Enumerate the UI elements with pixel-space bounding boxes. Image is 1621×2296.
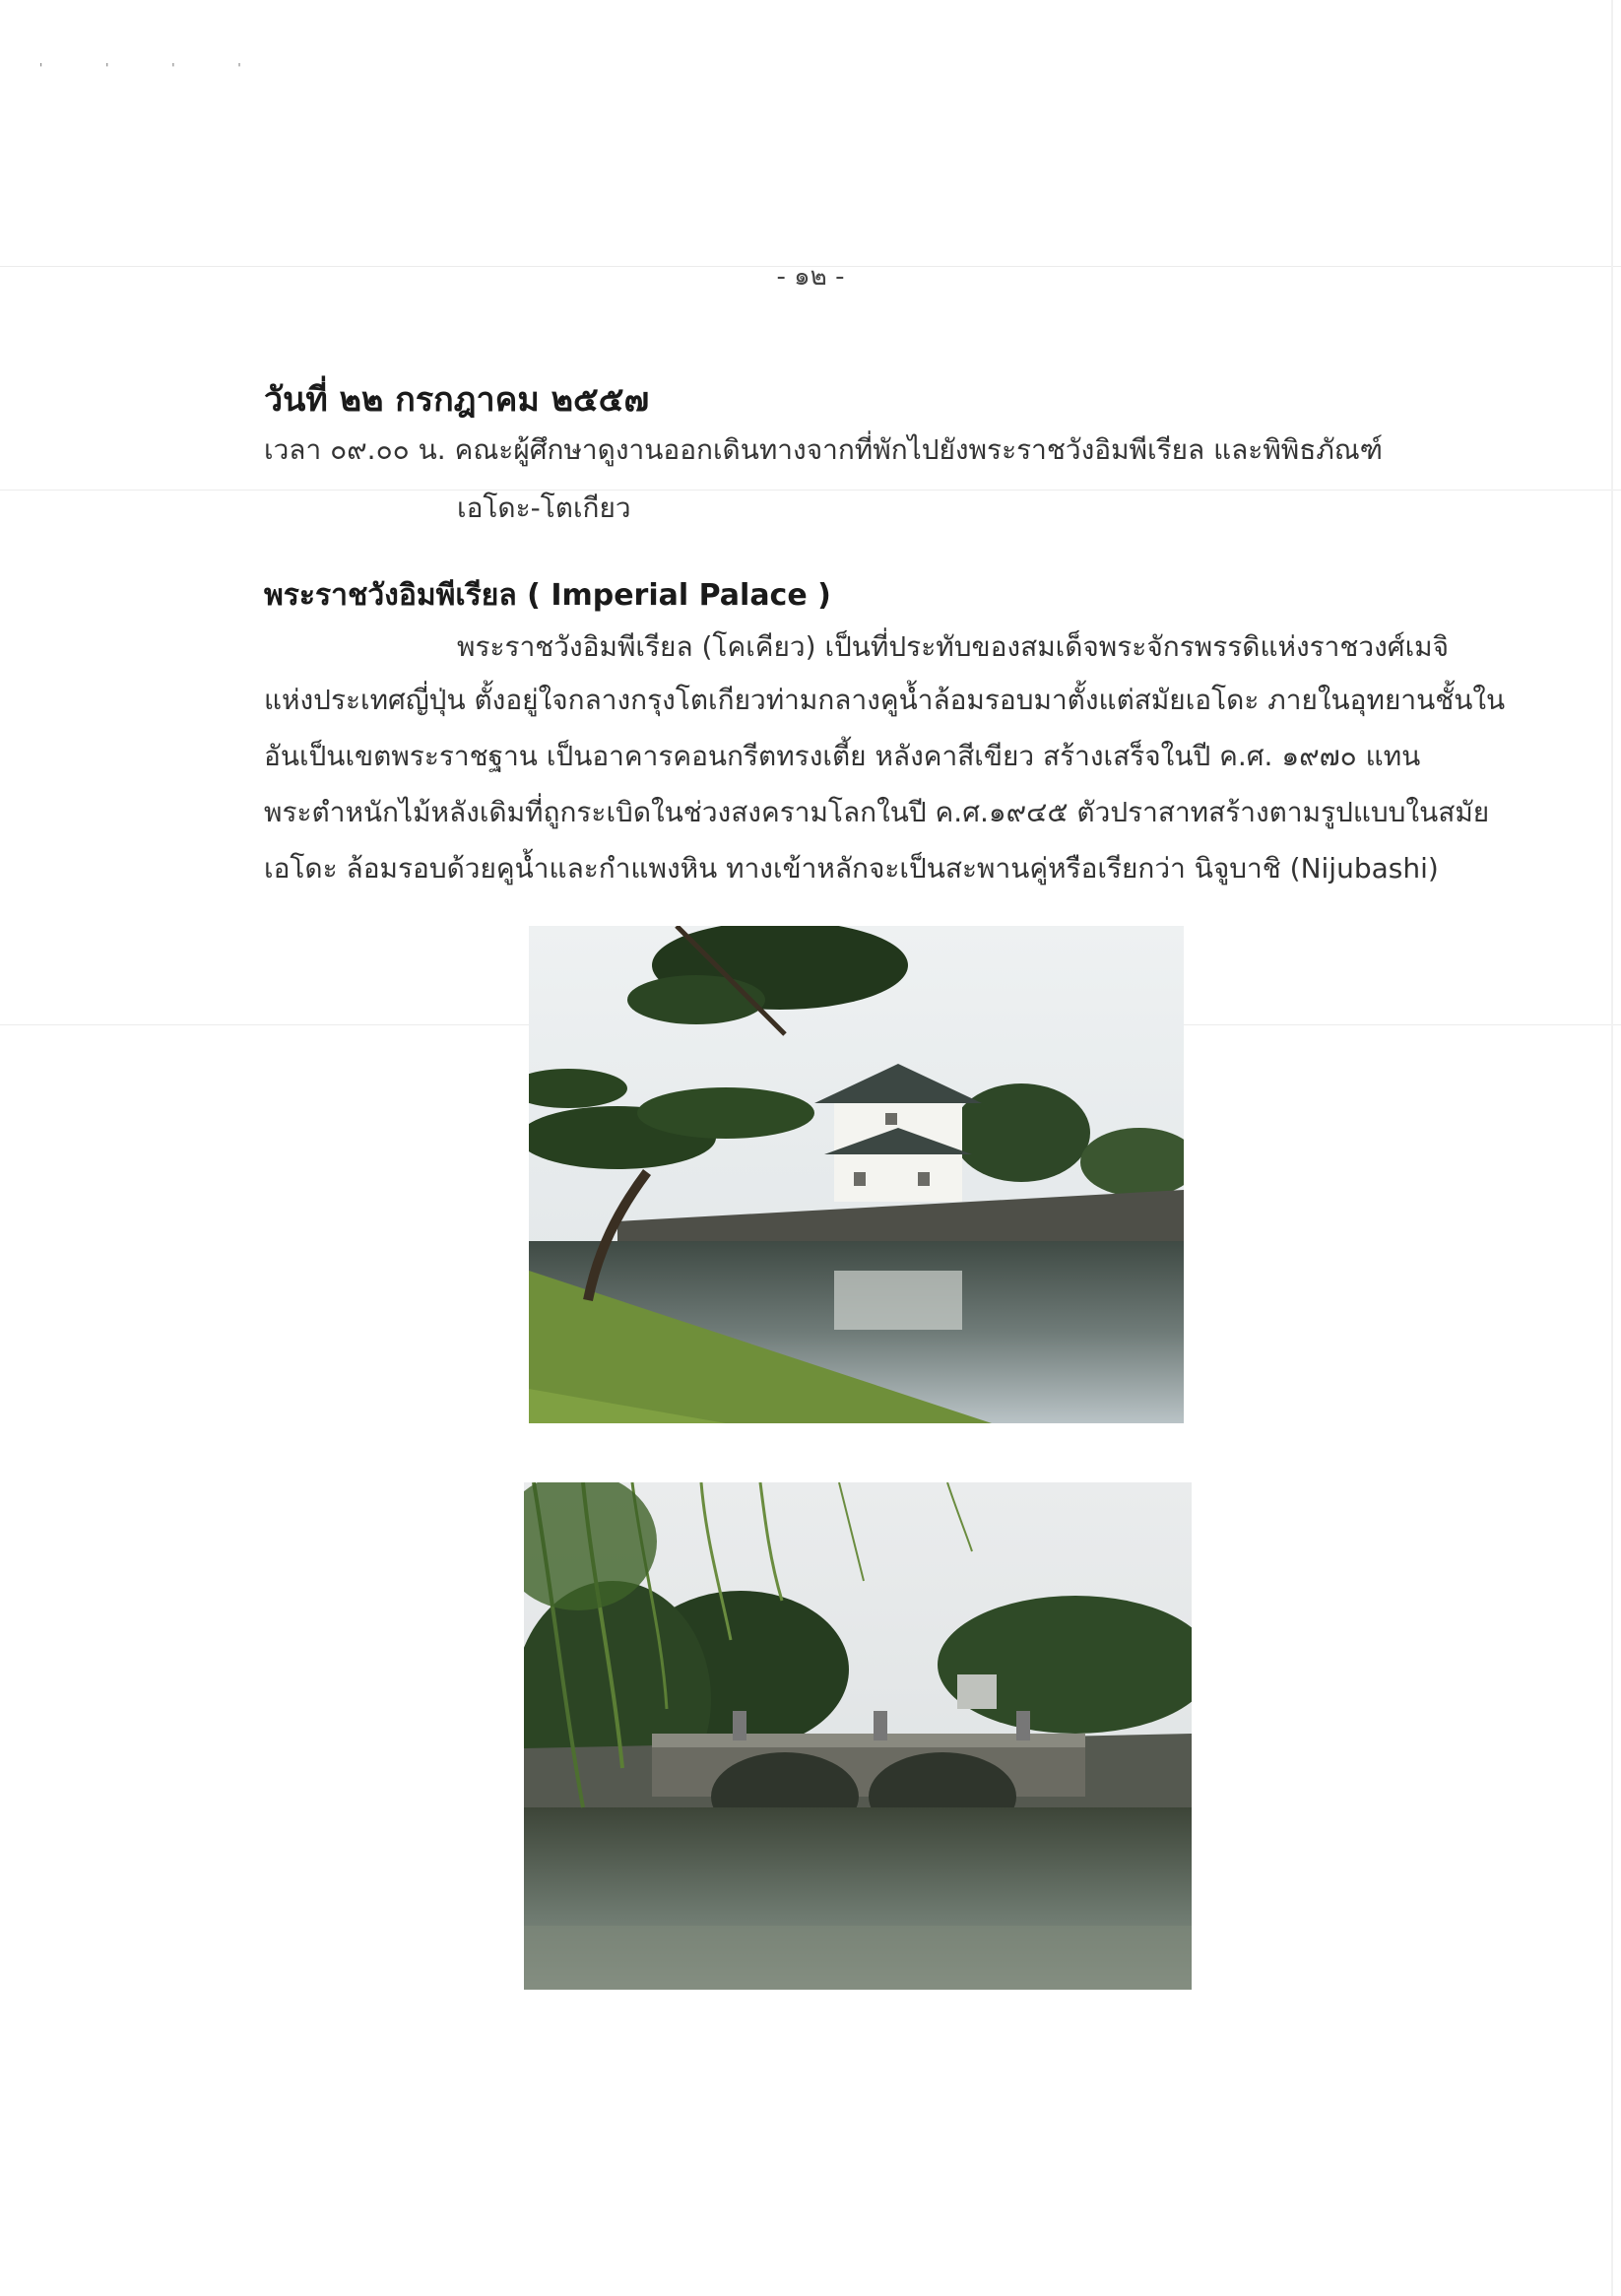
schedule-line-continued: เอโดะ-โตเกียว [457,492,631,524]
page-number: - ๑๒ - [776,262,845,292]
paragraph-line: อันเป็นเขตพระราชฐาน เป็นอาคารคอนกรีตทรงเตี้ย หลังคาสีเขียว สร้างเสร็จในปี ค.ศ. ๑๙๗๐ แทน [264,740,1421,772]
section-title: พระราชวังอิมพีเรียล ( Imperial Palace ) [264,578,831,613]
scan-line [0,490,1621,491]
photo-nijubashi-bridge [524,1482,1192,1990]
photo-palace-keep [529,926,1184,1423]
scan-edge [1611,0,1613,2296]
date-heading: วันที่ ๒๒ กรกฎาคม ๒๕๕๗ [264,380,650,420]
schedule-line: เวลา ๐๙.๐๐ น. คณะผู้ศึกษาดูงานออกเดินทางจากที่พักไปยังพระราชวังอิมพีเรียล และพิพิธภัณฑ์ [264,433,1384,466]
nijubashi-bridge-illustration [524,1482,1192,1990]
paragraph-line: แห่งประเทศญี่ปุ่น ตั้งอยู่ใจกลางกรุงโตเกียวท่ามกลางคูน้ำล้อมรอบมาตั้งแต่สมัยเอโดะ ภายในอุทยานชั้นใน [264,684,1506,716]
palace-keep-illustration [529,926,1184,1423]
scan-specks: ' ' ' ' [39,61,271,75]
paragraph-line: พระราชวังอิมพีเรียล (โคเคียว) เป็นที่ประทับของสมเด็จพระจักรพรรดิแห่งราชวงศ์เมจิ [457,630,1450,663]
paragraph-line: เอโดะ ล้อมรอบด้วยคูน้ำและกำแพงหิน ทางเข้าหลักจะเป็นสะพานคู่หรือเรียกว่า นิจูบาชิ (Nijubashi) [264,852,1439,885]
paragraph-line: พระตำหนักไม้หลังเดิมที่ถูกระเบิดในช่วงสงครามโลกในปี ค.ศ.๑๙๔๕ ตัวปราสาทสร้างตามรูปแบบในสมัย [264,796,1490,828]
